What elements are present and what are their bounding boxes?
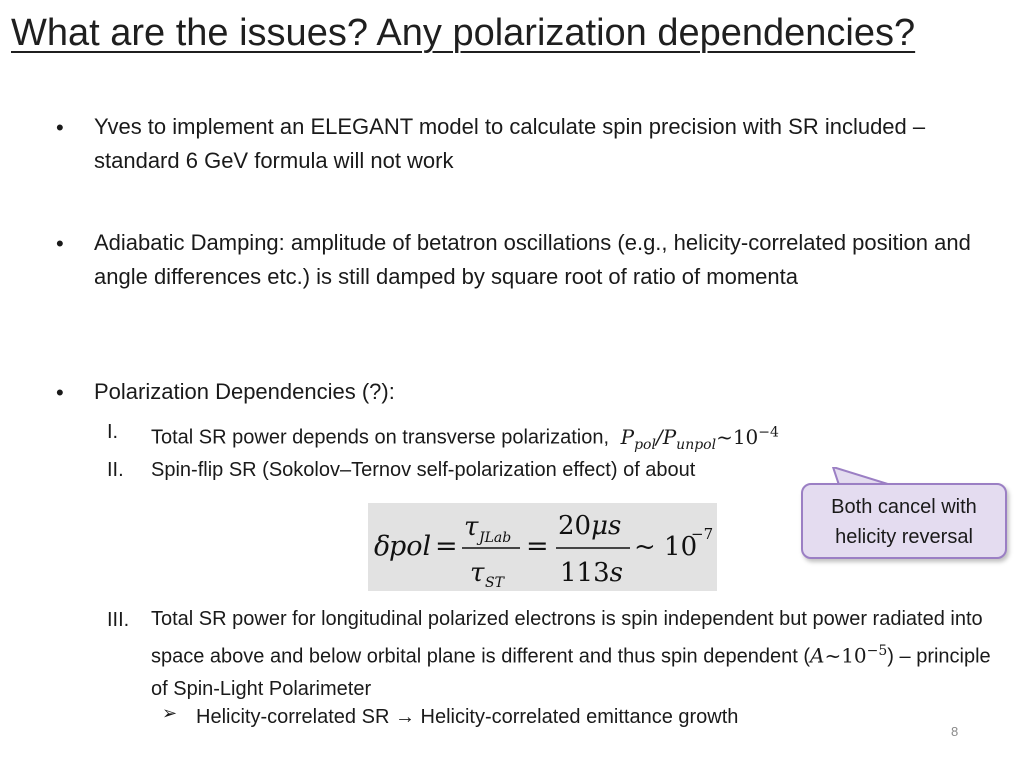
formula-approx-value: ~ 10 — [634, 532, 698, 562]
formula-tau-jlab: τ — [464, 512, 479, 542]
bullet-marker: • — [56, 380, 64, 405]
asymmetry-a: A — [809, 643, 825, 668]
numbered-item-i-text: Total SR power depends on transverse polarization, — [151, 426, 610, 449]
formula-equals-2: = — [526, 531, 549, 562]
numbered-item-iii — [151, 603, 1009, 705]
numbered-item-iii-text-after: ) – principle of Spin-Light Polarimeter — [151, 645, 991, 700]
page-number: 8 — [951, 724, 959, 739]
callout-line-1: Both cancel with — [831, 496, 977, 518]
numbered-item-ii: Spin-flip SR (Sokolov–Ternov self-polarization effect) of about — [151, 459, 696, 481]
power-ratio-formula: $P_{pol}/P_{unpol}\sim 10^{-4}$ — [620, 424, 779, 453]
slide-title: What are the issues? Any polarization dependencies? — [11, 12, 916, 54]
numeral-ii: II. — [107, 459, 124, 481]
asymmetry-exponent: −5 — [866, 643, 888, 659]
bullet-text-polarization-dependencies: Polarization Dependencies (?): — [94, 379, 395, 404]
spin-flip-formula — [368, 503, 717, 591]
formula-exponent: −7 — [691, 525, 714, 543]
numbered-item-iii-text: Total SR power for longitudinal polarized electrons is spin independent but power radiated into space above and below orbital plane is different and thus spin dependent ( — [151, 608, 983, 668]
formula-tau-jlab-sub: JLab — [479, 530, 512, 546]
numeral-i: I. — [107, 421, 119, 443]
formula-pol: pol — [389, 531, 432, 562]
asymmetry-value: ~10 — [824, 643, 867, 668]
bullet-marker: • — [56, 115, 64, 140]
sub-bullet-text: Helicity-correlated SR → Helicity-correlated emittance growth — [196, 706, 739, 728]
formula-equals-1: = — [435, 531, 458, 562]
callout-box — [801, 483, 1007, 559]
bullet-text-elegant-model: Yves to implement an ELEGANT model to calculate spin precision with SR included – standard 6 GeV formula will not work — [94, 114, 926, 173]
formula-tau-st-sub: ST — [485, 575, 504, 591]
bullet-marker: • — [56, 231, 64, 256]
formula-numerator: 20μs — [558, 511, 622, 541]
formula-tau-st: τ — [470, 558, 485, 588]
callout-line-2: helicity reversal — [835, 526, 973, 548]
arrow-bullet-icon: ➢ — [162, 703, 178, 723]
formula-delta: δ — [374, 531, 391, 562]
numeral-iii: III. — [107, 609, 130, 631]
formula-denominator: 113s — [560, 558, 623, 588]
bullet-text-adiabatic-damping: Adiabatic Damping: amplitude of betatron oscillations (e.g., helicity-correlated position and angle differences etc.) is still damped by square root of ratio of momenta — [94, 230, 971, 289]
